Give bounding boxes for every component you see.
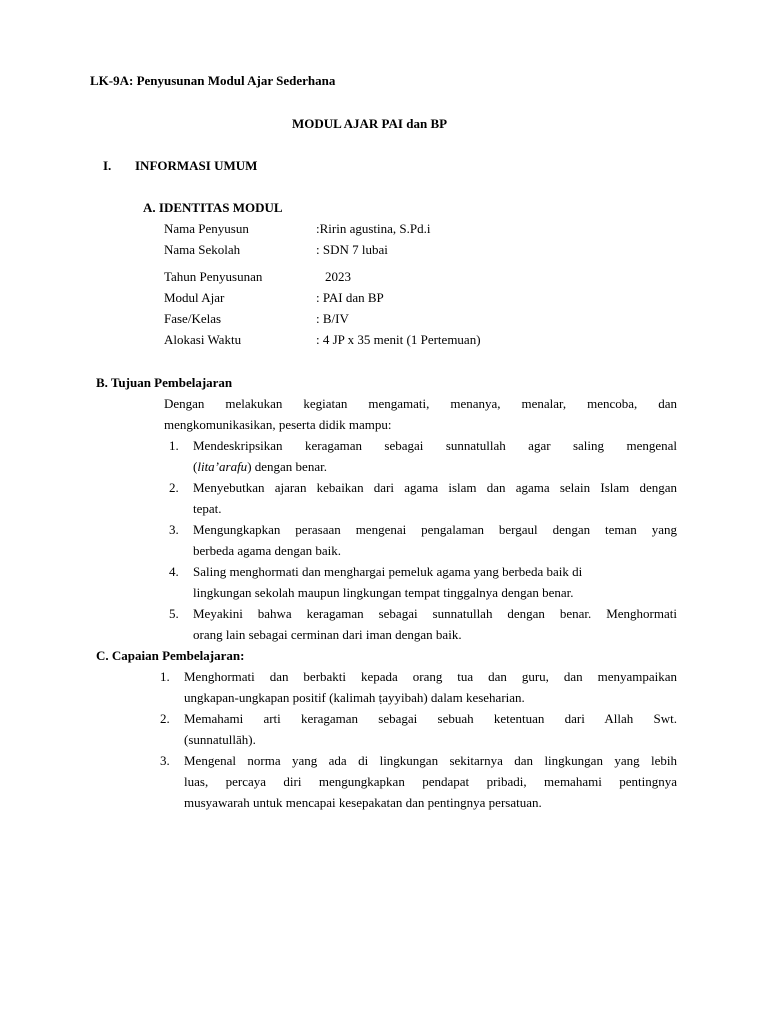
list-item-text: (lita’arafu) dengan benar. — [193, 459, 327, 474]
list-item-text: berbeda agama dengan baik. — [193, 543, 341, 558]
section-number: I. — [103, 158, 112, 173]
list-number: 3. — [169, 522, 179, 537]
identity-label: Nama Penyusun — [164, 221, 249, 236]
identity-label: Tahun Penyusunan — [164, 269, 263, 284]
identity-value: : PAI dan BP — [316, 290, 384, 305]
identity-label: Nama Sekolah — [164, 242, 241, 257]
list-item-text: Menyebutkan ajaran kebaikan dari agama islam dan agama selain Islam dengan — [193, 480, 677, 495]
list-number: 1. — [160, 669, 170, 684]
tujuan-heading: B. Tujuan Pembelajaran — [96, 375, 233, 390]
list-item-text: luas, percaya diri mengungkapkan pendapat pribadi, memahami pentingnya — [184, 774, 677, 789]
identity-value: 2023 — [325, 269, 351, 284]
identity-value: :Ririn agustina, S.Pd.i — [316, 221, 431, 236]
list-number: 4. — [169, 564, 179, 579]
list-item-text: Mengenal norma yang ada di lingkungan sekitarnya dan lingkungan yang lebih — [184, 753, 677, 768]
identity-label: Alokasi Waktu — [164, 332, 242, 347]
list-number: 3. — [160, 753, 170, 768]
identity-label: Fase/Kelas — [164, 311, 222, 326]
list-item-text: Menghormati dan berbakti kepada orang tua dan guru, dan menyampaikan — [184, 669, 677, 684]
list-item-text: Saling menghormati dan menghargai pemeluk agama yang berbeda baik di — [193, 564, 583, 579]
identity-value: : 4 JP x 35 menit (1 Pertemuan) — [316, 332, 481, 347]
identity-label: Modul Ajar — [164, 290, 225, 305]
section-heading: INFORMASI UMUM — [135, 158, 258, 173]
list-number: 1. — [169, 438, 179, 453]
list-item-text: Meyakini bahwa keragaman sebagai sunnatullah dengan benar. Menghormati — [193, 606, 677, 621]
list-item-text: ) dengan benar. — [247, 459, 327, 474]
list-item-text: lingkungan sekolah maupun lingkungan tempat tinggalnya dengan benar. — [193, 585, 574, 600]
tujuan-intro-line: Dengan melakukan kegiatan mengamati, menanya, menalar, mencoba, dan — [164, 396, 677, 411]
list-item-text: musyawarah untuk mencapai kesepakatan dan pentingnya persatuan. — [184, 795, 542, 810]
list-item-text: orang lain sebagai cerminan dari iman dengan baik. — [193, 627, 462, 642]
identity-value: : SDN 7 lubai — [316, 242, 388, 257]
list-number: 5. — [169, 606, 179, 621]
identity-value: : B/IV — [316, 311, 349, 326]
identitas-heading: A. IDENTITAS MODUL — [143, 200, 283, 215]
document-title: MODUL AJAR PAI dan BP — [292, 116, 448, 131]
capaian-heading: C. Capaian Pembelajaran: — [96, 648, 245, 663]
list-item-text: (sunnatullāh). — [184, 732, 256, 747]
list-item-text: Memahami arti keragaman sebagai sebuah ketentuan dari Allah Swt. — [184, 711, 677, 726]
list-item-text: Mendeskripsikan keragaman sebagai sunnatullah agar saling mengenal — [193, 438, 677, 453]
worksheet-header: LK-9A: Penyusunan Modul Ajar Sederhana — [90, 73, 336, 88]
list-item-text: ungkapan-ungkapan positif (kalimah ṭayyibah) dalam keseharian. — [184, 690, 525, 705]
list-item-text: tepat. — [193, 501, 222, 516]
arabic-term: lita’arafu — [197, 459, 248, 474]
list-item-text: Mengungkapkan perasaan mengenai pengalaman bergaul dengan teman yang — [193, 522, 677, 537]
tujuan-intro-line: mengkomunikasikan, peserta didik mampu: — [164, 417, 392, 432]
list-number: 2. — [160, 711, 170, 726]
list-number: 2. — [169, 480, 179, 495]
